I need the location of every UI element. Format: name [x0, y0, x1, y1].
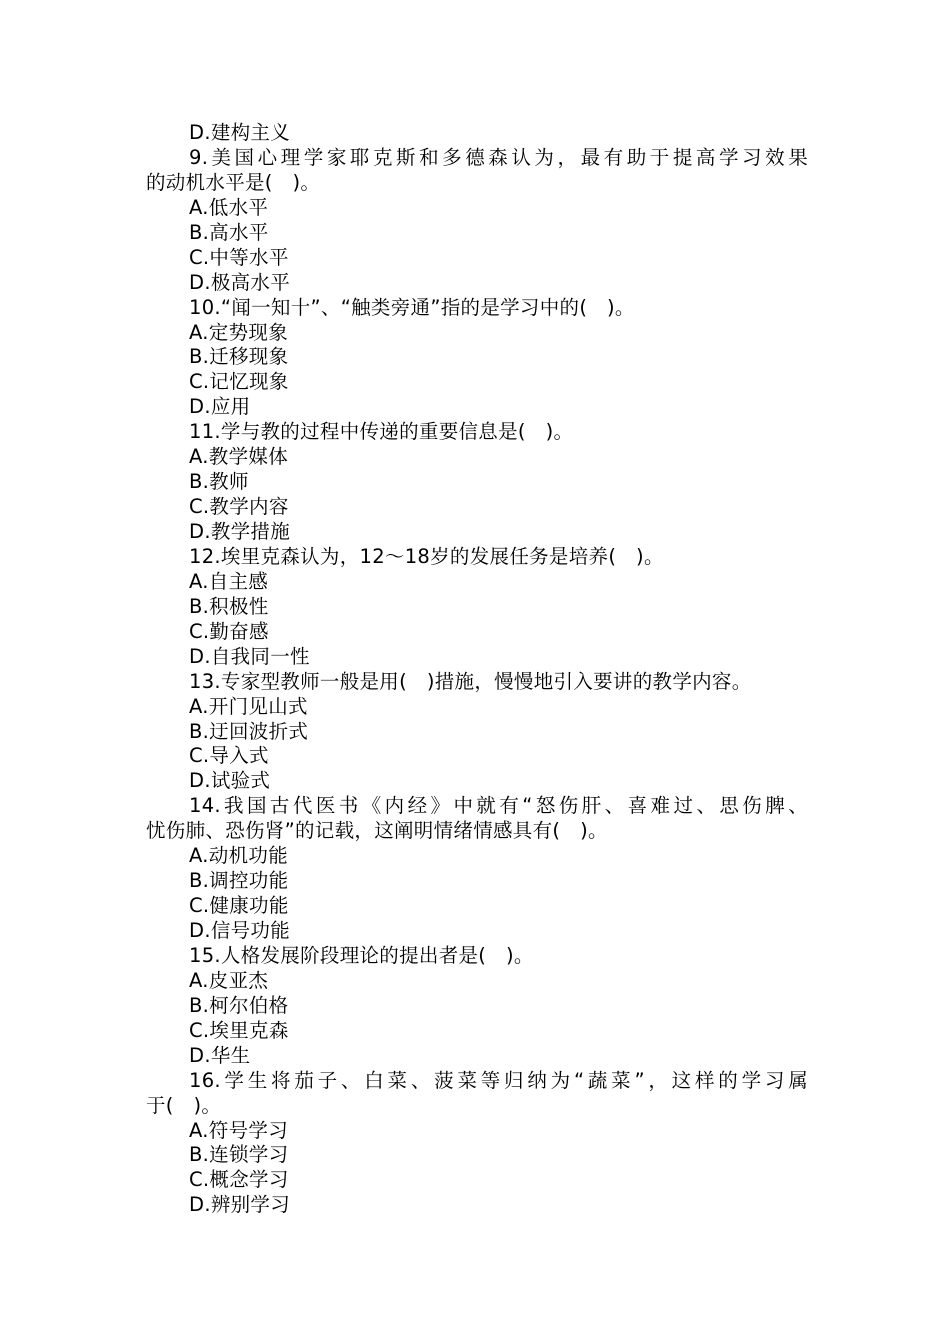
option-line: C.健康功能 [189, 894, 289, 918]
question-line: 13.专家型教师一般是用( )措施，慢慢地引入要讲的教学内容。 [189, 669, 752, 693]
option-line: B.教师 [189, 470, 249, 494]
option-line: B.迂回波折式 [189, 719, 309, 743]
option-line: C.勤奋感 [189, 619, 269, 643]
option-line: A.教学媒体 [189, 445, 288, 469]
question-line: 10.“闻一知十”、“触类旁通”指的是学习中的( )。 [189, 295, 635, 319]
option-line: B.积极性 [189, 594, 269, 618]
option-line: D.试验式 [189, 769, 271, 793]
option-line: D.建构主义 [189, 121, 291, 144]
question-line: 16.学生将茄子、白菜、菠菜等归纳为“蔬菜”，这样的学习属 [189, 1068, 808, 1092]
option-line: B.高水平 [189, 220, 269, 244]
question-line-continued: 忧伤肺、恐伤肾”的记载，这阐明情绪情感具有( )。 [146, 819, 608, 843]
option-line: D.极高水平 [189, 270, 291, 294]
option-line: B.连锁学习 [189, 1143, 289, 1167]
question-line-continued: 的动机水平是( )。 [146, 170, 321, 194]
question-line: 11.学与教的过程中传递的重要信息是( )。 [189, 420, 574, 444]
option-line: A.符号学习 [189, 1118, 288, 1142]
question-line: 14.我国古代医书《内经》中就有“怒伤肝、喜难过、思伤脾、 [189, 794, 808, 818]
option-line: C.教学内容 [189, 495, 289, 519]
option-line: A.定势现象 [189, 320, 288, 344]
option-line: A.自主感 [189, 569, 269, 593]
option-line: C.中等水平 [189, 245, 289, 269]
option-line: B.柯尔伯格 [189, 993, 289, 1017]
option-line: A.动机功能 [189, 844, 288, 868]
option-line: D.华生 [189, 1043, 251, 1067]
option-line: C.导入式 [189, 744, 269, 768]
option-line: D.信号功能 [189, 919, 291, 942]
question-list [146, 121, 808, 1218]
option-line: D.自我同一性 [189, 644, 310, 668]
question-line: 9.美国心理学家耶克斯和多德森认为，最有助于提高学习效果 [189, 145, 808, 169]
question-line: 12.埃里克森认为，12～18岁的发展任务是培养( )。 [189, 544, 664, 568]
option-line: A.开门见山式 [189, 694, 308, 718]
option-line: C.记忆现象 [189, 370, 289, 394]
option-line: C.埃里克森 [189, 1018, 289, 1042]
option-line: D.应用 [189, 395, 251, 419]
option-line: C.概念学习 [189, 1168, 289, 1192]
option-line: D.辨别学习 [189, 1193, 291, 1217]
option-line: B.迁移现象 [189, 345, 289, 369]
option-line: A.低水平 [189, 195, 269, 219]
option-line: B.调控功能 [189, 869, 289, 893]
question-line: 15.人格发展阶段理论的提出者是( )。 [189, 943, 534, 967]
option-line: D.教学措施 [189, 520, 291, 543]
question-line-continued: 于( )。 [146, 1093, 222, 1117]
option-line: A.皮亚杰 [189, 968, 269, 992]
